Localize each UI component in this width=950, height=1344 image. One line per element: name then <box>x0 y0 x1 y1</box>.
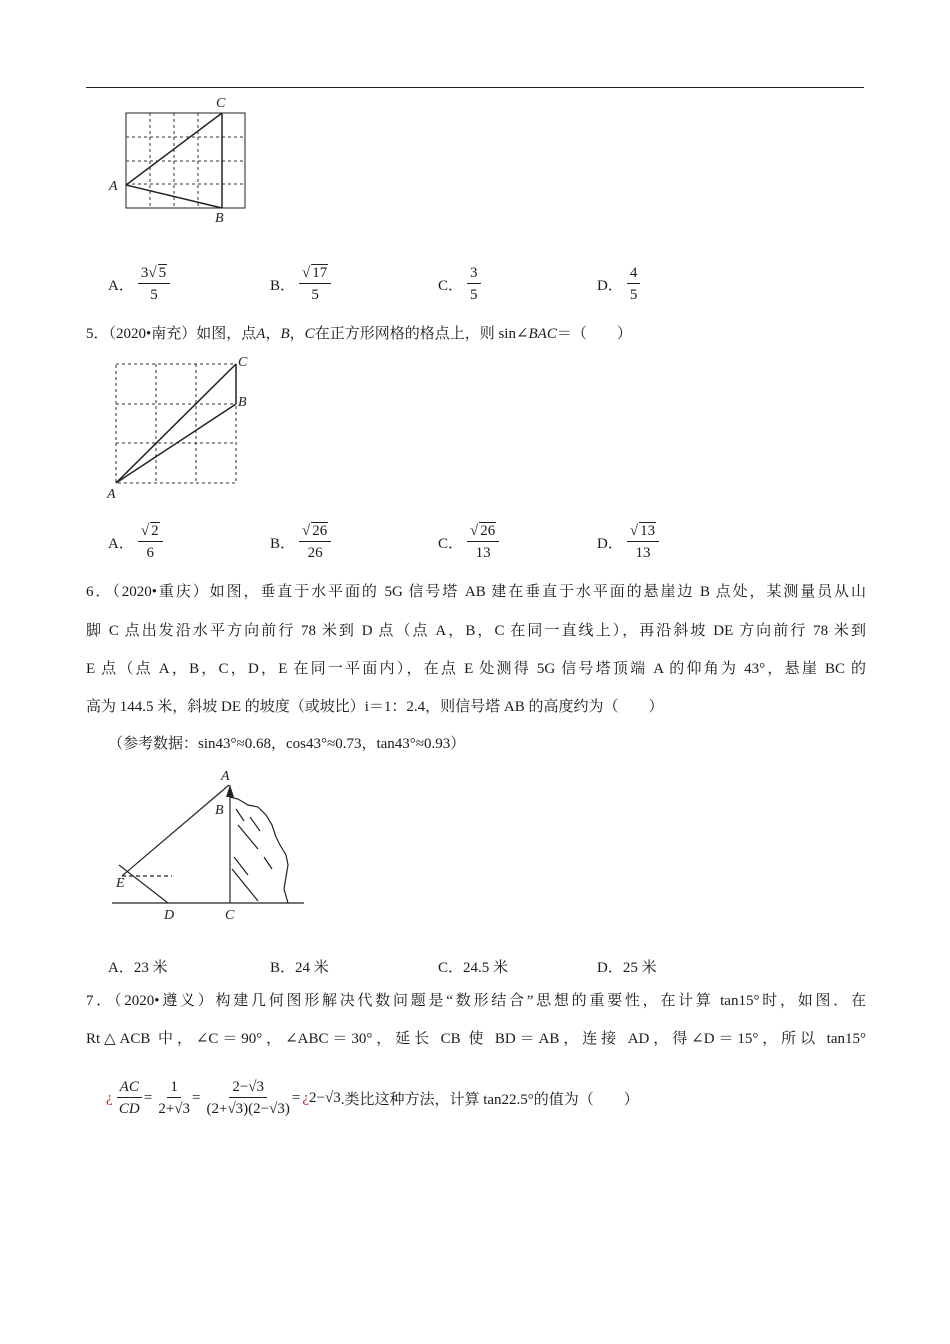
q7-tail: .类比这种方法，计算 tan22.5°的值为（ ） <box>340 1092 639 1108</box>
q6-stem-line3: E 点（点 A，B，C，D，E 在同一平面内），在点 E 处测得 5G 信号塔顶端 A 的仰角为 43°，悬崖 BC 的 <box>86 661 866 677</box>
q4-option-b[interactable] <box>270 264 331 305</box>
q6-option-d-label: D． <box>597 960 623 976</box>
q6-option-b-label: B． <box>270 960 296 976</box>
q6-figure <box>108 765 308 925</box>
q6-option-a-label: A． <box>108 960 134 976</box>
q7-qmark-1: ¿ <box>106 1090 113 1106</box>
q7-qmark-2: ¿ <box>302 1090 309 1106</box>
q6-option-d-value: 25 米 <box>622 960 657 976</box>
q6-option-a[interactable] <box>108 956 168 977</box>
q6-option-c[interactable] <box>438 956 508 977</box>
q5-option-d-label: D． <box>597 536 623 552</box>
q6-option-c-value: 24.5 米 <box>463 960 509 976</box>
q4-option-d-value: $\frac{4}{5}$ <box>627 264 641 305</box>
q4-option-a-label: A． <box>108 278 134 294</box>
q4-option-d[interactable] <box>597 264 640 305</box>
q4-point-b: B <box>215 211 224 226</box>
q6-point-b: B <box>215 803 224 818</box>
q6-point-e: E <box>116 876 125 891</box>
q5-option-b-value: $\frac{√ 26}{26}$ <box>299 522 331 563</box>
q5-option-d-value: $\frac{√ 13}{13}$ <box>627 522 659 563</box>
q4-option-b-value: $\frac{√ 17}{5}$ <box>299 264 331 305</box>
q6-option-b[interactable] <box>270 956 329 977</box>
q6-option-b-value: 24 米 <box>295 960 329 976</box>
q4-option-d-label: D． <box>597 278 623 294</box>
header-rule <box>86 87 864 88</box>
q6-point-a: A <box>221 769 230 784</box>
q6-point-d: D <box>164 908 175 923</box>
q5-option-a-value: $\frac{√ 2}{6}$ <box>138 522 163 563</box>
q5-stem: 5．（2020•南充）如图，点A，B，C在正方形网格的格点上，则 sin∠BAC＝（ ） <box>86 326 632 342</box>
q5-point-c: C <box>238 355 248 370</box>
q5-point-a: A <box>107 487 116 502</box>
q4-option-a-value: $\frac{3√ 5}{5}$ <box>138 264 170 305</box>
q4-option-b-label: B． <box>270 278 296 294</box>
q6-stem-line4: 高为 144.5 米，斜坡 DE 的坡度（或坡比）i＝1：2.4，则信号塔 AB 的高度约为（ ） <box>86 699 664 715</box>
q5-figure <box>104 350 264 505</box>
q6-option-a-value: 23 米 <box>133 960 168 976</box>
q5-option-c[interactable] <box>438 522 499 563</box>
q6-stem-line2: 脚 C 点出发沿水平方向前行 78 米到 D 点（点 A，B，C 在同一直线上），再沿斜坡 DE 方向前行 78 米到 <box>86 623 866 639</box>
q7-result: 2−√3 <box>309 1090 341 1106</box>
q6-point-c: C <box>225 908 235 923</box>
q7-frac-2: $\frac{1}{2+√3}$ <box>158 1079 191 1117</box>
q5-option-c-label: C． <box>438 536 464 552</box>
q5-option-a[interactable] <box>108 522 163 563</box>
q4-option-c-label: C． <box>438 278 464 294</box>
q7-frac-3: $\frac{2-√3}{(2+√3)(2-√3)}$ <box>206 1079 290 1117</box>
q4-point-a: A <box>109 179 118 194</box>
q4-figure <box>105 92 255 227</box>
q5-option-d[interactable] <box>597 522 659 563</box>
q7-stem-line2: Rt△ACB 中，∠C＝90°，∠ABC＝30°，延长 CB 使 BD＝AB，连接 AD，得∠D＝15°，所以 tan15° <box>86 1031 866 1047</box>
q5-option-a-label: A． <box>108 536 134 552</box>
q6-option-d[interactable] <box>597 956 657 977</box>
q4-option-c-value: $\frac{3}{5}$ <box>467 264 481 305</box>
q4-option-a[interactable] <box>108 264 170 305</box>
q6-stem-line1: 6．（2020•重庆）如图，垂直于水平面的 5G 信号塔 AB 建在垂直于水平面的悬崖边 B 点处，某测量员从山 <box>86 584 866 600</box>
q7-frac-1: $\frac{AC}{CD}$ <box>117 1078 142 1119</box>
q4-point-c: C <box>216 96 226 111</box>
q5-option-b-label: B． <box>270 536 296 552</box>
q5-option-b[interactable] <box>270 522 331 563</box>
q7-stem-line1: 7．（2020•遵义）构建几何图形解决代数问题是“数形结合”思想的重要性，在计算 tan15°时，如图．在 <box>86 993 866 1009</box>
q4-option-c[interactable] <box>438 264 481 305</box>
q7-formula: ¿ $\frac{AC}{CD}$ = $\frac{1}{2+√3}$ = $\frac{2-√3}{(2+√3)(2-√3)}$ = ¿ 2−√3 .类比这种方法，计算 tan22.5°的值为（ ） <box>106 1079 639 1117</box>
q6-reference: （参考数据：sin43°≈0.68，cos43°≈0.73，tan43°≈0.93） <box>108 736 466 752</box>
q5-option-c-value: $\frac{√ 26}{13}$ <box>467 522 499 563</box>
q6-option-c-label: C． <box>438 960 464 976</box>
q5-point-b: B <box>238 395 247 410</box>
